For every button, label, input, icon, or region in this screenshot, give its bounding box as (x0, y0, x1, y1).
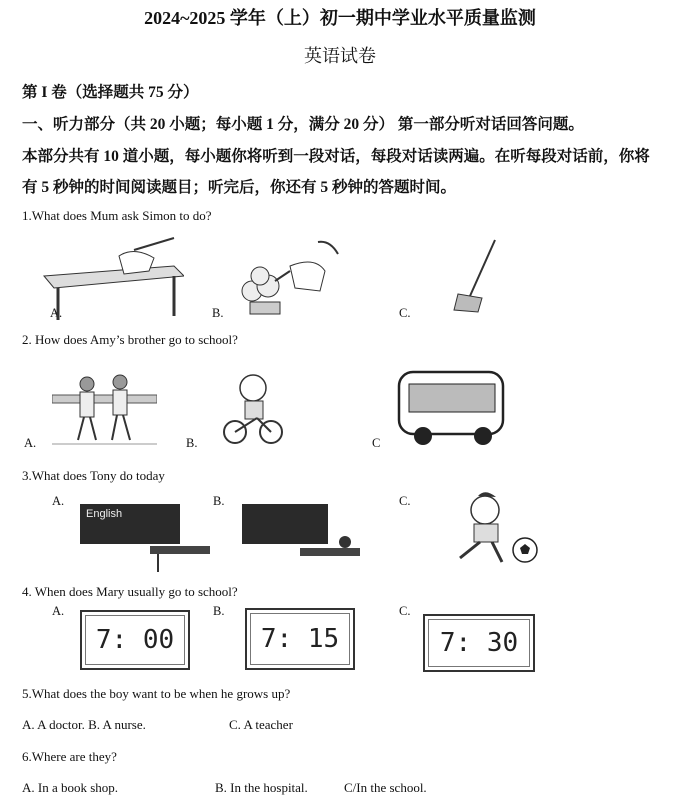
listening-heading: 一、听力部分（共 20 小题；每小题 1 分，满分 20 分） 第一部分听对话回答问题。 (22, 116, 584, 133)
broom-picture (450, 236, 510, 316)
school-bus-picture (395, 364, 507, 448)
q6-option-c: C/In the school. (344, 780, 427, 795)
clock-7-00: 7: 00 (80, 610, 190, 670)
classroom-english-picture: English (80, 504, 180, 544)
instructions-line-1: 本部分共有 10 道小题，每小题你将听到一段对话，每段对话读两遍。在听每段对话前，你将 (22, 148, 650, 165)
q2-option-c-label: C (372, 436, 381, 450)
q5-options-ab: A. A doctor. B. A nurse. (22, 717, 146, 732)
q1-option-b-label: B. (212, 306, 224, 320)
q3-option-a-label: A. (52, 494, 65, 508)
question-6: 6.Where are they? (22, 749, 117, 764)
question-5: 5.What does the boy want to be when he grows up? (22, 686, 291, 701)
q6-option-a: A. In a book shop. (22, 780, 119, 795)
clock-7-30: 7: 30 (423, 614, 535, 672)
question-3: 3.What does Tony do today (22, 468, 165, 483)
cycling-boy-picture (205, 368, 325, 448)
q3-option-c-label: C. (399, 494, 411, 508)
water-flowers-picture (230, 236, 350, 316)
q4-option-a-label: A. (52, 604, 65, 618)
question-2: 2. How does Amy’s brother go to school? (22, 332, 238, 347)
exam-subtitle: 英语试卷 (304, 46, 376, 66)
instructions-line-2: 有 5 秒钟的时间阅读题目；听完后，你还有 5 秒钟的答题时间。 (22, 179, 457, 196)
exam-title: 2024~2025 学年（上）初一期中学业水平质量监测 (144, 8, 536, 28)
clock-7-15: 7: 15 (245, 608, 355, 670)
q6-option-b: B. In the hospital. (215, 780, 308, 795)
q1-option-a-label: A. (50, 306, 63, 320)
q1-option-c-label: C. (399, 306, 411, 320)
q2-option-b-label: B. (186, 436, 198, 450)
part-heading: 第 I 卷（选择题共 75 分） (22, 84, 199, 101)
question-4: 4. When does Mary usually go to school? (22, 584, 238, 599)
q5-option-c: C. A teacher (229, 717, 293, 732)
football-boy-picture (430, 488, 545, 568)
q4-option-b-label: B. (213, 604, 225, 618)
q3-option-b-label: B. (213, 494, 225, 508)
question-1: 1.What does Mum ask Simon to do? (22, 208, 212, 223)
wipe-table-picture (24, 236, 184, 320)
q2-option-a-label: A. (24, 436, 37, 450)
walking-children-picture (52, 370, 157, 448)
classroom-desk-b (300, 536, 360, 572)
q4-option-c-label: C. (399, 604, 411, 618)
classroom-desk-a (150, 540, 210, 572)
